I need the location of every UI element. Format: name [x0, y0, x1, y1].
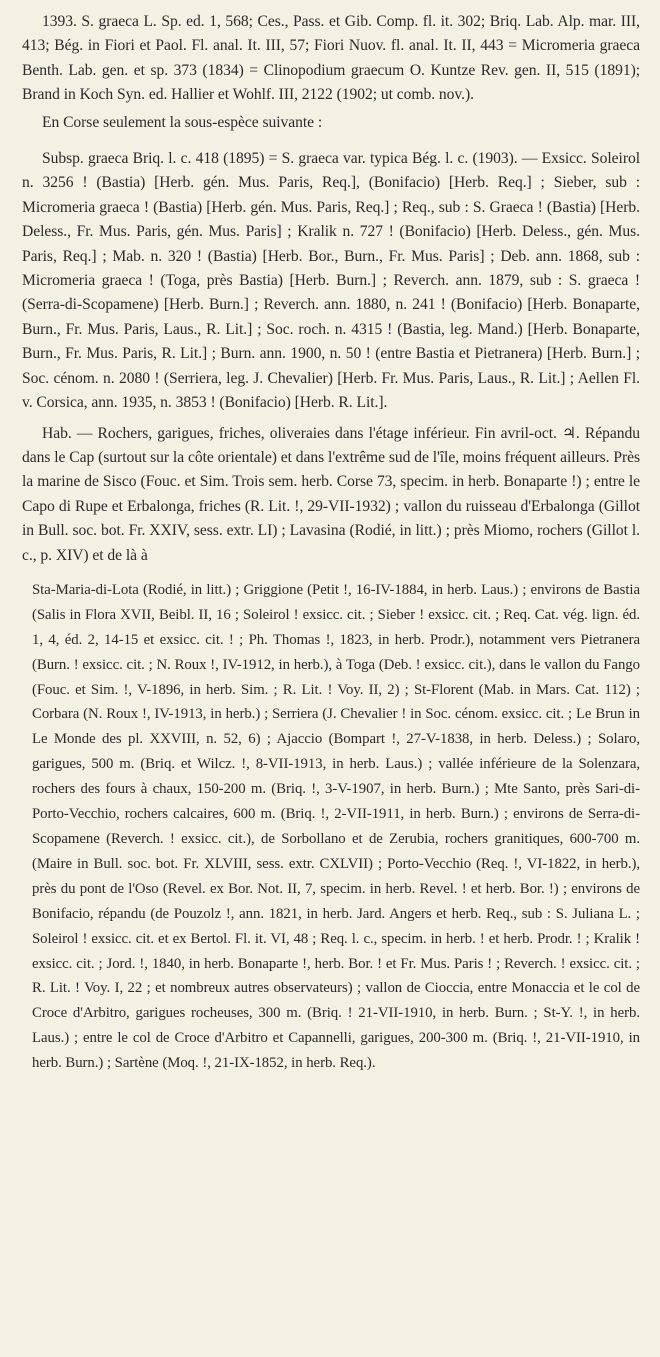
- localities-entry: Sta-Maria-di-Lota (Rodié, in litt.) ; Griggione (Petit !, 16-IV-1884, in herb. Laus.) ; environs de Bastia (Salis in Flora XVII, Beibl. II, 16 ; Soleirol ! exsicc. cit. ; Sieber ! exsicc. cit. ; Req. Cat. vég. lign. éd. 1, 4, éd. 2, 14-15 et exsicc. cit. ! ; Ph. Thomas !, 1823, in herb. Prodr.), notamment vers Pietranera (Burn. ! exsicc. cit. ; N. Roux !, IV-1912, in herb.), à Toga (Deb. ! exsicc. cit.), dans le vallon du Fango (Fouc. et Sim. !, V-1896, in herb. Sim. ; R. Lit. ! Voy. II, 2) ; St-Florent (Mab. in Mars. Cat. 112) ; Corbara (N. Roux !, IV-1913, in herb.) ; Serriera (J. Chevalier ! in Soc. cénom. exsicc. cit. ; Le Brun in Le Monde des pl. XXVIII, n. 52, 6) ; Ajaccio (Bompart !, 27-V-1838, in herb. Deless.) ; Solaro, garigues, 500 m. (Briq. et Wilcz. !, 8-VII-1913, in herb. Laus.) ; vallée inférieure de la Solenzara, rochers des fours à chaux, 150-200 m. (Briq. !, 3-V-1907, in herb. Burn.) ; Mte Santo, près Sari-di-Porto-Vecchio, rochers calcaires, 600 m. (Briq. !, 2-VII-1911, in herb. Burn.) ; environs de Serra-di-Scopamene (Reverch. ! exsicc. cit.), de Sorbollano et de Zerubia, rochers granitiques, 600-700 m. (Maire in Bull. soc. bot. Fr. XLVIII, sess. extr. CXLVII) ; Porto-Vecchio (Req. !, VI-1822, in herb.), près du pont de l'Oso (Revel. ex Bor. Not. II, 7, specim. in herb. Revel. ! et herb. Bor. !) ; environs de Bonifacio, répandu (de Pouzolz !, ann. 1821, in herb. Jard. Angers et herb. Req., sub : S. Juliana L. ; Soleirol ! exsicc. cit. et ex Bertol. Fl. it. VI, 48 ; Req. l. c., specim. in herb. ! et herb. Prodr. ! ; Kralik ! exsicc. cit. ; Jord. !, 1840, in herb. Bonaparte !, herb. Bor. ! et Fr. Mus. Paris ! ; Reverch. ! exsicc. cit. ; R. Lit. ! Voy. I, 22 ; et nombreux autres observateurs) ; vallon de Cioccia, entre Monaccia et le col de Croce d'Arbitro, garigues rocheuses, 300 m. (Briq. ! 21-VII-1910, in herb. Burn. ; St-Y. !, in herb. Laus.) ; entre le col de Croce d'Arbitro et Capannelli, garigues, 200-300 m. (Briq. !, 21-VII-1910, in herb. Burn.) ; Sartène (Moq. !, 21-IX-1852, in herb. Req.).: [32, 581, 640, 1072]
- corsica-note: En Corse seulement la sous-espèce suivante :: [42, 113, 323, 131]
- subspecies-entry: Subsp. graeca Briq. l. c. 418 (1895) = S. graeca var. typica Bég. l. c. (1903). — Exsicc. Soleirol n. 3256 ! (Bastia) [Herb. gén. Mus. Paris, Req.], (Bonifacio) [Herb. Req.] ; Sieber, sub : Micromeria graeca ! (Bastia) [Herb. gén. Mus. Paris, Req.] ; Req., sub : S. Graeca ! (Bastia) [Herb. Deless., Fr. Mus. Paris, gén. Mus. Paris] ; Kralik n. 727 ! (Bonifacio) [Herb. Deless., gén. Mus. Paris, Req.] ; Mab. n. 320 ! (Bastia) [Herb. Bor., Burn., Fr. Mus. Paris] ; Deb. ann. 1868, sub : Micromeria graeca ! (Toga, près Bastia) [Herb. Burn.] ; Reverch. ann. 1879, sub : S. graeca ! (Serra-di-Scopamene) [Herb. Burn.] ; Reverch. ann. 1880, n. 241 ! (Bonifacio) [Herb. Bonaparte, Burn., Fr. Mus. Paris, Laus., R. Lit.] ; Soc. roch. n. 4315 ! (Bastia, leg. Mand.) [Herb. Bonaparte, Burn., Fr. Mus. Paris, R. Lit.] ; Burn. ann. 1900, n. 50 ! (entre Bastia et Pietranera) [Herb. Burn.] ; Soc. cénom. n. 2080 ! (Serriera, leg. J. Chevalier) [Herb. Fr. Mus. Paris, Laus., R. Lit.] ; Aellen Fl. v. Corsica, ann. 1935, n. 3853 ! (Bonifacio) [Herb. R. Lit.].: [22, 150, 640, 412]
- habitat-entry: Hab. — Rochers, garigues, friches, oliveraies dans l'étage inférieur. Fin avril-oct. ♃. Répandu dans le Cap (surtout sur la côte orientale) et dans l'extrême sud de l'île, moins fréquent ailleurs. Près la marine de Sisco (Fouc. et Sim. Trois sem. herb. Corse 73, specim. in herb. Bonaparte !) ; entre le Capo di Rupe et Erbalonga, friches (R. Lit. !, 29-VII-1932) ; vallon du ruisseau d'Erbalonga (Gillot in Bull. soc. bot. Fr. XXIV, sess. extr. LI) ; Lavasina (Rodié, in litt.) ; près Miomo, rochers (Gillot l. c., p. XIV) et de là à: [22, 424, 640, 564]
- species-entry: 1393. S. graeca L. Sp. ed. 1, 568; Ces., Pass. et Gib. Comp. fl. it. 302; Briq. Lab. Alp. mar. III, 413; Bég. in Fiori et Paol. Fl. anal. It. III, 57; Fiori Nuov. fl. anal. It. II, 443 = Micromeria graeca Benth. Lab. gen. et sp. 373 (1834) = Clinopodium graecum O. Kuntze Rev. gen. II, 515 (1891); Brand in Koch Syn. ed. Hallier et Wohlf. III, 2122 (1902; ut comb. nov.).: [22, 13, 640, 104]
